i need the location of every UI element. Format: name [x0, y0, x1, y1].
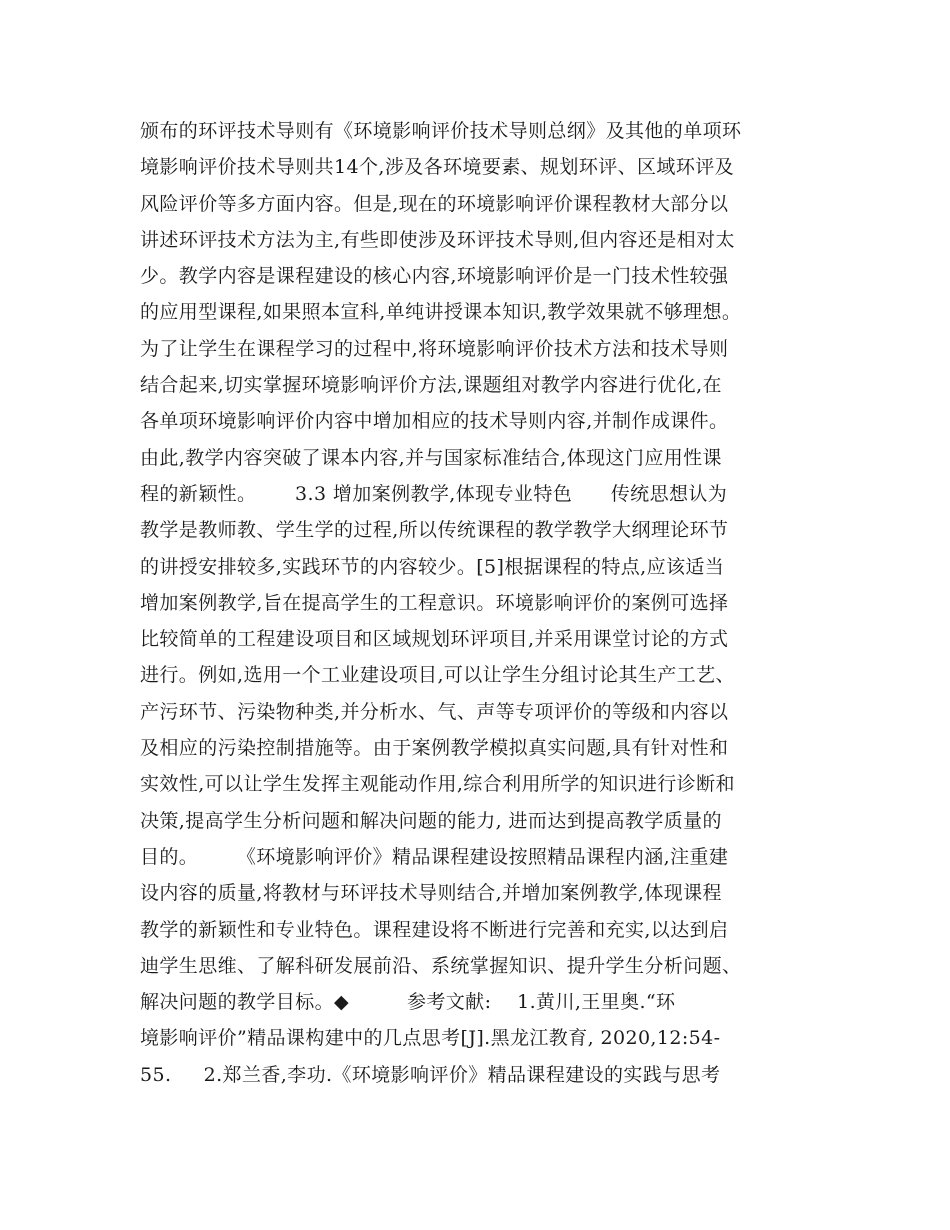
text-line: 迪学生思维、了解科研发展前沿、系统掌握知识、提升学生分析问题、 [140, 954, 742, 977]
text-line: 为了让学生在课程学习的过程中,将环境影响评价技术方法和技术导则 [140, 337, 729, 360]
text-line: 目的。 《环境影响评价》精品课程建设按照精品课程内涵,注重建 [140, 845, 729, 868]
text-line: 颁布的环评技术导则有《环境影响评价技术导则总纲》及其他的单项环 [140, 120, 742, 142]
text-line: 决策,提高学生分析问题和解决问题的能力, 进而达到提高教学质量的 [140, 809, 722, 832]
text-line: 风险评价等多方面内容。但是,现在的环境影响评价课程教材大部分以 [140, 192, 729, 215]
text-line: 比较简单的工程建设项目和区域规划环评项目,并采用课堂讨论的方式 [140, 628, 729, 651]
text-line: 的应用型课程,如果照本宣科,单纯讲授课本知识,教学效果就不够理想。 [140, 301, 742, 324]
text-line: 由此,教学内容突破了课本内容,并与国家标准结合,体现这门应用性课 [140, 446, 722, 469]
text-line: 讲述环评技术方法为主,有些即使涉及环评技术导则,但内容还是相对太 [140, 228, 735, 251]
text-line: 及相应的污染控制措施等。由于案例教学模拟真实问题,具有针对性和 [140, 737, 729, 760]
text-line: 解决问题的教学目标。◆ 参考文献: 1.黄川,王里奥.“环 [140, 991, 676, 1014]
text-line: 教学是教师教、学生学的过程,所以传统课程的教学教学大纲理论环节 [140, 519, 729, 542]
text-line: 实效性,可以让学生发挥主观能动作用,综合利用所学的知识进行诊断和 [140, 773, 735, 796]
text-line: 各单项环境影响评价内容中增加相应的技术导则内容,并制作成课件。 [140, 410, 729, 433]
text-line: 进行。例如,选用一个工业建设项目,可以让学生分组讨论其生产工艺、 [140, 664, 735, 687]
text-line: 设内容的质量,将教材与环评技术导则结合,并增加案例教学,体现课程 [140, 882, 722, 905]
text-line: 的讲授安排较多,实践环节的内容较少。[5]根据课程的特点,应该适当 [140, 555, 725, 578]
text-line: 产污环节、污染物种类,并分析水、气、声等专项评价的等级和内容以 [140, 700, 729, 723]
text-line: 结合起来,切实掌握环境影响评价方法,课题组对教学内容进行优化,在 [140, 374, 722, 397]
text-line: 55. 2.郑兰香,李功.《环境影响评价》精品课程建设的实践与思考 [140, 1063, 721, 1086]
text-line: 少。教学内容是课程建设的核心内容,环境影响评价是一门技术性较强 [140, 265, 729, 288]
text-line: 程的新颖性。 3.3 增加案例教学,体现专业特色 传统思想认为 [140, 482, 728, 505]
text-line: 增加案例教学,旨在提高学生的工程意识。环境影响评价的案例可选择 [140, 591, 729, 614]
body-text [140, 113, 830, 1093]
text-line: 境影响评价”精品课构建中的几点思考[J].黑龙江教育, 2020,12:54- [140, 1027, 721, 1050]
text-line: 教学的新颖性和专业特色。课程建设将不断进行完善和充实,以达到启 [140, 918, 729, 941]
text-line: 境影响评价技术导则共14个,涉及各环境要素、规划环评、区域环评及 [140, 156, 735, 179]
